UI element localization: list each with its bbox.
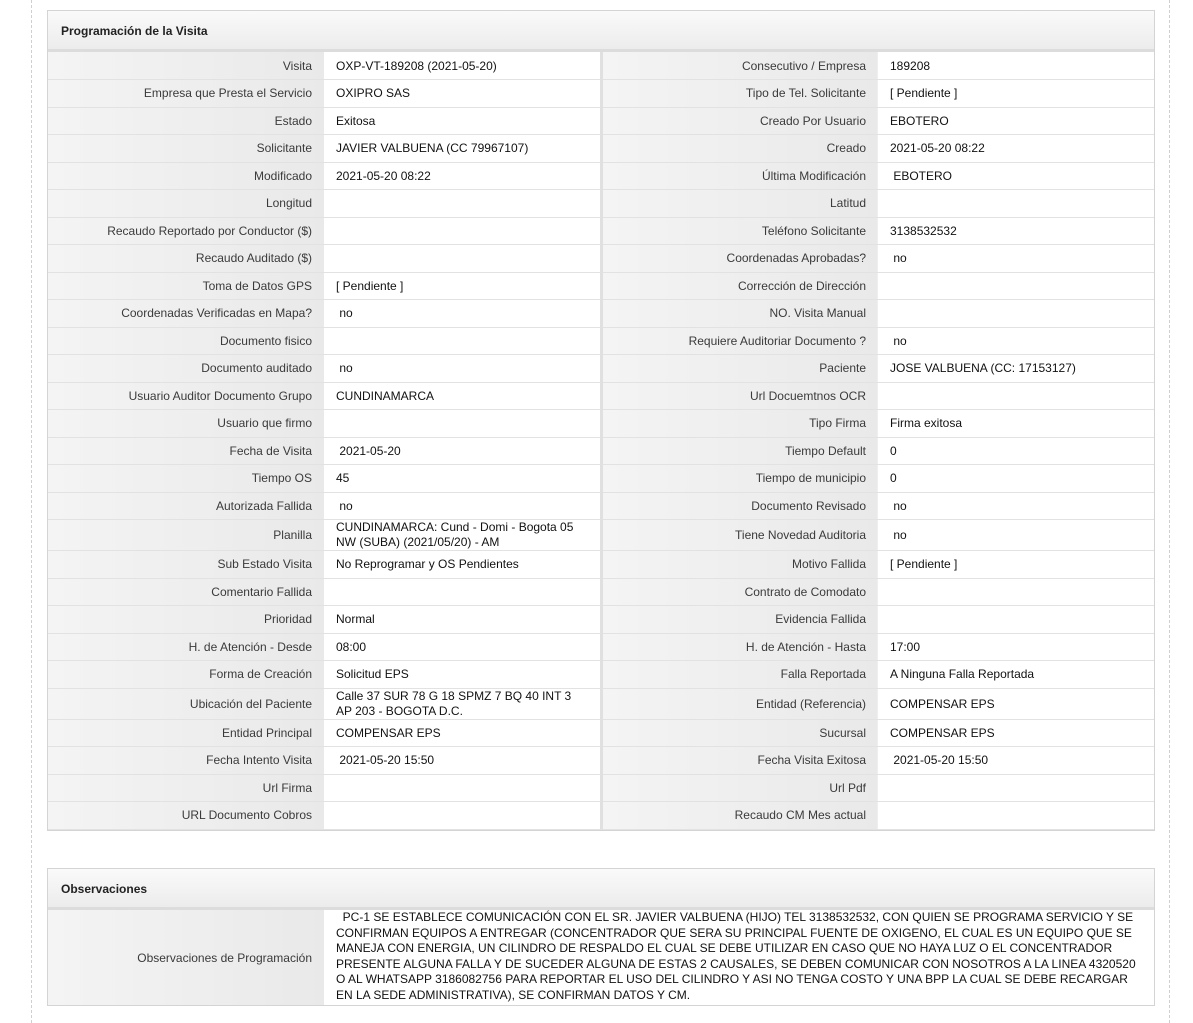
field-label: Contrato de Comodato — [601, 578, 878, 606]
field-value: no — [878, 327, 1154, 355]
detail-row — [48, 661, 1154, 689]
field-value — [324, 410, 601, 438]
detail-row — [48, 492, 1154, 520]
field-label: Entidad (Referencia) — [601, 688, 878, 719]
detail-row — [48, 578, 1154, 606]
field-value — [324, 217, 601, 245]
field-label: Prioridad — [48, 606, 324, 634]
field-value: 189208 — [878, 52, 1154, 80]
field-label: Coordenadas Aprobadas? — [601, 245, 878, 273]
observations-title: Observaciones — [48, 869, 1154, 910]
field-label: Sucursal — [601, 719, 878, 747]
field-label: Url Firma — [48, 774, 324, 802]
field-value — [324, 774, 601, 802]
field-value — [324, 802, 601, 830]
field-value: OXP-VT-189208 (2021-05-20) — [324, 52, 601, 80]
detail-row — [48, 382, 1154, 410]
field-label: Fecha Intento Visita — [48, 747, 324, 775]
field-value: CUNDINAMARCA: Cund - Domi - Bogota 05 NW (SUBA) (2021/05/20) - AM — [324, 520, 601, 551]
field-label: Falla Reportada — [601, 661, 878, 689]
detail-row — [48, 747, 1154, 775]
observations-table — [48, 910, 1154, 1005]
field-value: no — [878, 492, 1154, 520]
field-value: 17:00 — [878, 633, 1154, 661]
detail-row — [48, 300, 1154, 328]
detail-row — [48, 327, 1154, 355]
field-label: Tipo Firma — [601, 410, 878, 438]
detail-row — [48, 520, 1154, 551]
field-label: Toma de Datos GPS — [48, 272, 324, 300]
field-value — [878, 774, 1154, 802]
detail-row — [48, 245, 1154, 273]
field-value: 45 — [324, 465, 601, 493]
field-label: Visita — [48, 52, 324, 80]
detail-row — [48, 633, 1154, 661]
field-value: [ Pendiente ] — [324, 272, 601, 300]
field-label: Sub Estado Visita — [48, 551, 324, 579]
field-label: Tiempo OS — [48, 465, 324, 493]
field-value: 2021-05-20 — [324, 437, 601, 465]
detail-row — [48, 355, 1154, 383]
field-value: Firma exitosa — [878, 410, 1154, 438]
field-label: Comentario Fallida — [48, 578, 324, 606]
field-label: Creado — [601, 135, 878, 163]
field-label: Recaudo Auditado ($) — [48, 245, 324, 273]
field-label: Coordenadas Verificadas en Mapa? — [48, 300, 324, 328]
field-value — [324, 245, 601, 273]
field-value — [878, 382, 1154, 410]
field-value: no — [324, 300, 601, 328]
field-label: Última Modificación — [601, 162, 878, 190]
field-label: Teléfono Solicitante — [601, 217, 878, 245]
field-label: Planilla — [48, 520, 324, 551]
field-label: Recaudo Reportado por Conductor ($) — [48, 217, 324, 245]
field-value — [878, 300, 1154, 328]
visit-schedule-title: Programación de la Visita — [48, 11, 1154, 52]
detail-row — [48, 719, 1154, 747]
visit-details-table — [48, 52, 1154, 830]
field-value — [324, 578, 601, 606]
field-label: Requiere Auditoriar Documento ? — [601, 327, 878, 355]
field-label: Tiene Novedad Auditoria — [601, 520, 878, 551]
field-value: Calle 37 SUR 78 G 18 SPMZ 7 BQ 40 INT 3 AP 203 - BOGOTA D.C. — [324, 688, 601, 719]
field-value: 0 — [878, 465, 1154, 493]
field-value: EBOTERO — [878, 162, 1154, 190]
detail-row — [48, 606, 1154, 634]
field-value: 3138532532 — [878, 217, 1154, 245]
page-frame-right-border — [1169, 0, 1170, 1023]
field-label: Latitud — [601, 190, 878, 218]
field-value: COMPENSAR EPS — [878, 688, 1154, 719]
field-value — [324, 190, 601, 218]
field-label: Corrección de Dirección — [601, 272, 878, 300]
visit-details-body — [48, 52, 1154, 829]
field-value: JAVIER VALBUENA (CC 79967107) — [324, 135, 601, 163]
field-label: Documento Revisado — [601, 492, 878, 520]
field-value: 2021-05-20 08:22 — [324, 162, 601, 190]
field-label: Longitud — [48, 190, 324, 218]
field-value: No Reprogramar y OS Pendientes — [324, 551, 601, 579]
field-label: Autorizada Fallida — [48, 492, 324, 520]
observations-panel — [47, 868, 1155, 1006]
field-value: EBOTERO — [878, 107, 1154, 135]
field-label: Empresa que Presta el Servicio — [48, 80, 324, 108]
field-label: Consecutivo / Empresa — [601, 52, 878, 80]
field-label: NO. Visita Manual — [601, 300, 878, 328]
detail-row — [48, 465, 1154, 493]
detail-row — [48, 802, 1154, 830]
field-label: Estado — [48, 107, 324, 135]
field-value: Exitosa — [324, 107, 601, 135]
field-label: Documento fisico — [48, 327, 324, 355]
field-value: no — [324, 492, 601, 520]
visit-schedule-panel — [47, 10, 1155, 831]
field-label: Paciente — [601, 355, 878, 383]
field-value: COMPENSAR EPS — [324, 719, 601, 747]
field-label: Url Docuemtnos OCR — [601, 382, 878, 410]
detail-row — [48, 162, 1154, 190]
detail-row — [48, 190, 1154, 218]
field-value: 08:00 — [324, 633, 601, 661]
detail-row — [48, 52, 1154, 80]
field-label: Evidencia Fallida — [601, 606, 878, 634]
field-value — [878, 802, 1154, 830]
field-label: Fecha Visita Exitosa — [601, 747, 878, 775]
field-label: H. de Atención - Hasta — [601, 633, 878, 661]
detail-row — [48, 410, 1154, 438]
field-value: Solicitud EPS — [324, 661, 601, 689]
field-value: OXIPRO SAS — [324, 80, 601, 108]
field-value: no — [324, 355, 601, 383]
detail-row — [48, 107, 1154, 135]
field-label: Recaudo CM Mes actual — [601, 802, 878, 830]
detail-row — [48, 774, 1154, 802]
field-label: Motivo Fallida — [601, 551, 878, 579]
field-value — [878, 578, 1154, 606]
detail-row — [48, 437, 1154, 465]
field-value: [ Pendiente ] — [878, 551, 1154, 579]
field-label: Fecha de Visita — [48, 437, 324, 465]
field-value: 2021-05-20 15:50 — [878, 747, 1154, 775]
detail-row — [48, 272, 1154, 300]
field-label: H. de Atención - Desde — [48, 633, 324, 661]
field-label: Modificado — [48, 162, 324, 190]
detail-row — [48, 551, 1154, 579]
field-label: Usuario que firmo — [48, 410, 324, 438]
field-label: Usuario Auditor Documento Grupo — [48, 382, 324, 410]
field-value: 2021-05-20 08:22 — [878, 135, 1154, 163]
field-value: JOSE VALBUENA (CC: 17153127) — [878, 355, 1154, 383]
field-label: Observaciones de Programación — [48, 910, 324, 1005]
field-label: Ubicación del Paciente — [48, 688, 324, 719]
observations-row — [48, 910, 1154, 1005]
field-label: Documento auditado — [48, 355, 324, 383]
field-value: [ Pendiente ] — [878, 80, 1154, 108]
field-label: Forma de Creación — [48, 661, 324, 689]
detail-row — [48, 135, 1154, 163]
detail-row — [48, 688, 1154, 719]
field-label: Tiempo de municipio — [601, 465, 878, 493]
field-value: no — [878, 245, 1154, 273]
page-frame-left-border — [31, 0, 32, 1023]
field-value: 2021-05-20 15:50 — [324, 747, 601, 775]
field-value: 0 — [878, 437, 1154, 465]
field-value: Normal — [324, 606, 601, 634]
field-value: no — [878, 520, 1154, 551]
field-value — [878, 606, 1154, 634]
field-value: A Ninguna Falla Reportada — [878, 661, 1154, 689]
field-label: Creado Por Usuario — [601, 107, 878, 135]
detail-row — [48, 217, 1154, 245]
observations-text: PC-1 SE ESTABLECE COMUNICACIÓN CON EL SR. JAVIER VALBUENA (HIJO) TEL 3138532532, CON QUIEN SE PROGRAMA SERVICIO Y SE CONFIRMAN EQUIPOS A ENTREGAR (CONCENTRADOR QUE SERA SU PRINCIPAL FUENTE DE OXIGENO, EL CUAL ES UN EQUIPO QUE SE MANEJA CON ENERGIA, UN CILINDRO DE RESPALDO EL CUAL SE DEBE UTILIZAR EN CASO QUE NO HAYA LUZ O EL CONCENTRADOR PRESENTE ALGUNA FALLA Y DE SUCEDER ALGUNA DE ESTAS 2 CAUSALES, SE DEBEN COMUNICAR CON NOSOTROS A LA LINEA 4320520 O AL WHATSAPP 3186082756 PARA REPORTAR EL USO DEL CILINDRO Y ASI NO TENGA COSTO Y UNA BPP LA CUAL SE DEBE RECARGAR EN LA SEDE ADMINISTRATIVA), SE CONFIRMAN DATOS Y CM. — [324, 910, 1154, 1005]
field-label: Solicitante — [48, 135, 324, 163]
field-value — [878, 272, 1154, 300]
detail-row — [48, 80, 1154, 108]
field-value: CUNDINAMARCA — [324, 382, 601, 410]
field-label: Tipo de Tel. Solicitante — [601, 80, 878, 108]
field-value — [324, 327, 601, 355]
field-label: Tiempo Default — [601, 437, 878, 465]
field-label: URL Documento Cobros — [48, 802, 324, 830]
field-value: COMPENSAR EPS — [878, 719, 1154, 747]
field-label: Entidad Principal — [48, 719, 324, 747]
field-value — [878, 190, 1154, 218]
field-label: Url Pdf — [601, 774, 878, 802]
